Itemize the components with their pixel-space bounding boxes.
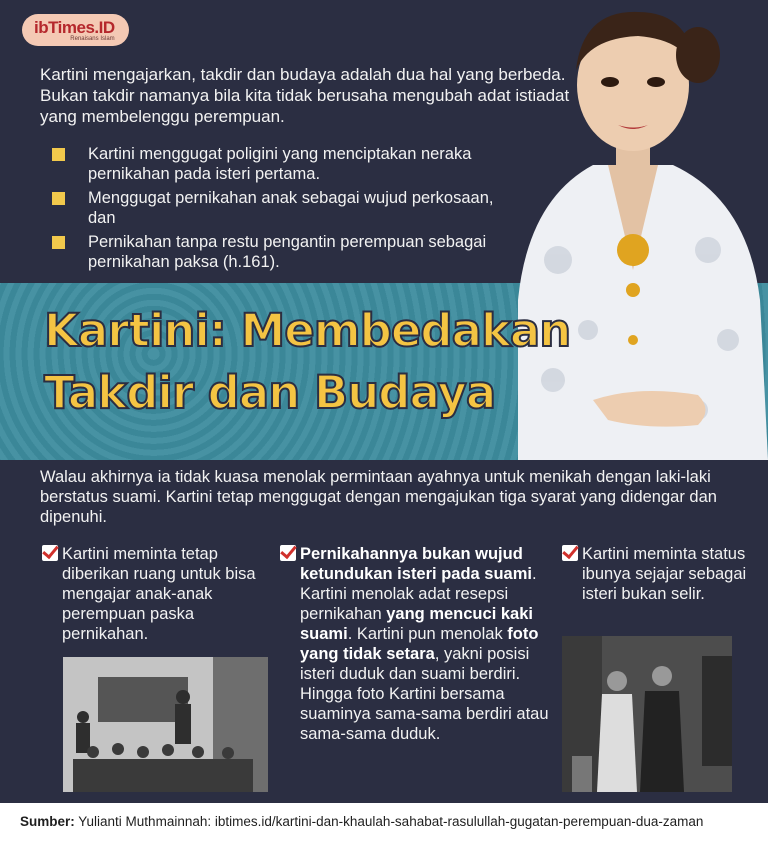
bullet-square-icon (52, 192, 65, 205)
title-line-1: Kartini: Membedakan (44, 304, 571, 357)
description-text: Walau akhirnya ia tidak kuasa menolak permintaan ayahnya untuk menikah dengan laki-laki berstatus suami. Kartini tetap menggugat dengan mengajukan tiga syarat yang didengar dan dipenuhi. (40, 468, 717, 526)
condition-3-text: Kartini meminta status ibunya sejajar sebagai isteri bukan selir. (582, 545, 747, 603)
checkbox-icon (280, 545, 296, 561)
source-label: Sumber: (20, 814, 75, 829)
page-title (44, 300, 604, 424)
condition-1-text: Kartini meminta tetap diberikan ruang untuk bisa mengajar anak-anak perempuan paska pernikahan. (62, 545, 256, 643)
bullet-square-icon (52, 148, 65, 161)
ibtimes-logo (22, 14, 129, 46)
logo-brand: ibTimes.ID (34, 18, 115, 37)
condition-3 (562, 544, 752, 604)
checkbox-icon (42, 545, 58, 561)
title-line-2: Takdir dan Budaya (44, 366, 496, 419)
bullet-list (52, 144, 512, 276)
bullet-square-icon (52, 236, 65, 249)
list-item: Pernikahan tanpa restu pengantin perempuan sebagai pernikahan paksa (h.161). (52, 232, 512, 272)
condition-1 (42, 544, 272, 644)
condition-2-text: Pernikahannya bukan wujud ketundukan isteri pada suami. Kartini menolak adat resepsi pernikahan yang mencuci kaki suami. Kartini pun menolak foto yang tidak setara, yakni posisi isteri duduk dan suami berdiri. Hingga foto Kartini bersama suaminya sama-sama berdiri atau sama-sama duduk. (300, 545, 549, 743)
logo-tagline: Renaisans Islam (70, 36, 115, 42)
checkbox-icon (562, 545, 578, 561)
list-item: Menggugat pernikahan anak sebagai wujud perkosaan, dan (52, 188, 512, 228)
intro-text: Kartini mengajarkan, takdir dan budaya adalah dua hal yang berbeda. Bukan takdir namanya bila kita tidak berusaha mengubah adat istiadat yang membelenggu perempuan. (40, 65, 570, 126)
source-text: Yulianti Muthmainnah: ibtimes.id/kartini-dan-khaulah-sahabat-rasulullah-gugatan-perempuan-dua-zaman (74, 814, 704, 829)
list-item: Kartini menggugat poligini yang menciptakan neraka pernikahan pada isteri pertama. (52, 144, 512, 184)
kartini-husband-photo (562, 636, 732, 792)
condition-2 (280, 544, 550, 744)
classroom-photo (63, 657, 268, 792)
source-footer (0, 803, 768, 842)
